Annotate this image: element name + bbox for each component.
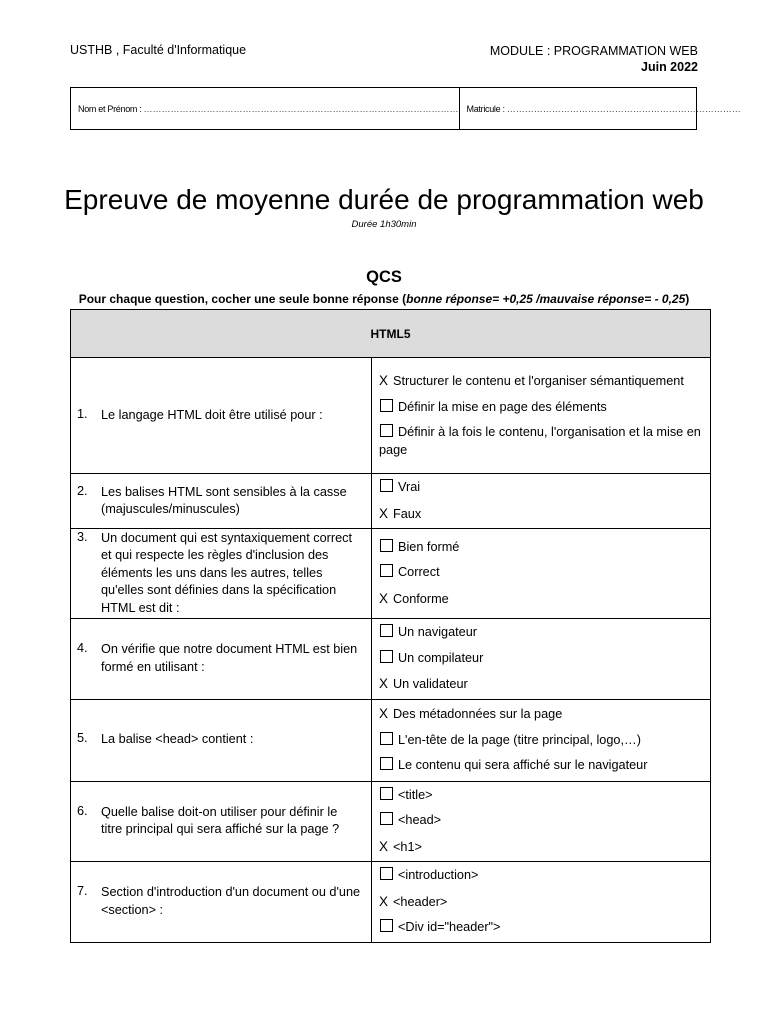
answer-option-text: Définir la mise en page des éléments bbox=[398, 399, 607, 414]
answer-option[interactable] bbox=[379, 753, 704, 779]
answer-option[interactable] bbox=[379, 586, 704, 613]
checkbox-icon[interactable] bbox=[380, 399, 393, 412]
question-row bbox=[71, 699, 711, 781]
question-number: 1. bbox=[77, 406, 88, 421]
answer-option[interactable] bbox=[379, 915, 704, 941]
name-label: Nom et Prénom : bbox=[78, 103, 142, 114]
instruction-prefix: Pour chaque question, cocher une seule bonne réponse ( bbox=[78, 292, 407, 306]
section-title: HTML5 bbox=[71, 310, 711, 358]
answer-option[interactable] bbox=[379, 863, 704, 889]
answer-option[interactable] bbox=[379, 834, 704, 861]
answer-option[interactable] bbox=[379, 420, 704, 463]
answer-cell bbox=[372, 529, 711, 619]
answer-option-text: <h1> bbox=[393, 839, 422, 854]
question-text: Quelle balise doit-on utiliser pour définir le titre principal qui sera affiché sur la page ? bbox=[101, 804, 340, 837]
module-label: MODULE : PROGRAMMATION WEB bbox=[489, 44, 698, 58]
answer-option-text: Structurer le contenu et l'organiser sémantiquement bbox=[393, 374, 684, 388]
checked-mark[interactable]: X bbox=[379, 505, 389, 521]
answer-option[interactable] bbox=[379, 646, 704, 672]
answer-option-text: Des métadonnées sur la page bbox=[393, 707, 563, 722]
checked-mark[interactable]: X bbox=[379, 893, 389, 909]
checkbox-icon[interactable] bbox=[380, 564, 393, 577]
exam-title: Epreuve de moyenne durée de programmation web bbox=[64, 184, 704, 215]
checkbox-icon[interactable] bbox=[380, 650, 393, 663]
answer-option-text: Faux bbox=[393, 506, 422, 521]
checkbox-icon[interactable] bbox=[380, 479, 393, 492]
answer-option-text: <title> bbox=[398, 787, 433, 802]
answer-option[interactable] bbox=[379, 808, 704, 834]
question-cell bbox=[71, 358, 372, 474]
answer-option[interactable] bbox=[379, 671, 704, 698]
answer-option[interactable] bbox=[379, 889, 704, 916]
checked-mark[interactable]: X bbox=[379, 838, 389, 854]
answer-cell bbox=[372, 358, 711, 474]
answer-option-text: Correct bbox=[398, 565, 440, 580]
answer-option[interactable] bbox=[379, 475, 704, 501]
name-field[interactable] bbox=[71, 88, 460, 129]
answer-option-text: Définir à la fois le contenu, l'organisation et la mise en page bbox=[379, 425, 701, 457]
question-number: 5. bbox=[77, 731, 88, 746]
section-heading: QCS bbox=[366, 268, 402, 286]
answer-option-text: Vrai bbox=[398, 480, 421, 494]
question-number: 3. bbox=[77, 529, 88, 544]
exam-date: Juin 2022 bbox=[641, 60, 698, 74]
answer-option-text: <head> bbox=[398, 813, 442, 827]
answer-option-text: Un navigateur bbox=[398, 625, 477, 639]
answer-option[interactable] bbox=[379, 560, 704, 586]
student-identity-box bbox=[70, 87, 741, 130]
question-number: 7. bbox=[77, 884, 88, 899]
question-text: Un document qui est syntaxiquement correct et qui respecte les règles d'inclusion des éléments les uns dans les autres, telles qu'elles sont définies dans la spécification HTML est dit : bbox=[101, 530, 353, 615]
answer-option-text: L'en-tête de la page (titre principal, logo,…) bbox=[398, 732, 641, 747]
checkbox-icon[interactable] bbox=[380, 757, 393, 770]
question-text: La balise <head> contient : bbox=[101, 732, 254, 747]
question-table bbox=[70, 309, 711, 943]
institution-label: USTHB , Faculté d'Informatique bbox=[70, 43, 247, 57]
question-text: Le langage HTML doit être utilisé pour : bbox=[101, 407, 323, 422]
question-cell bbox=[71, 529, 372, 619]
answer-cell bbox=[372, 619, 711, 700]
answer-option-text: <introduction> bbox=[398, 868, 479, 882]
matricule-label: Matricule : bbox=[466, 103, 505, 114]
matricule-dotted-line: …………………………………………………………………… bbox=[506, 103, 741, 114]
question-number: 4. bbox=[77, 641, 88, 656]
answer-cell bbox=[372, 474, 711, 529]
checkbox-icon[interactable] bbox=[380, 787, 393, 800]
checked-mark[interactable]: X bbox=[379, 373, 389, 388]
question-row bbox=[71, 474, 711, 529]
question-row bbox=[71, 358, 711, 474]
question-row bbox=[71, 619, 711, 700]
question-number: 2. bbox=[77, 483, 88, 498]
checked-mark[interactable]: X bbox=[379, 706, 389, 722]
answer-option-text: <header> bbox=[393, 894, 448, 909]
exam-duration: Durée 1h30min bbox=[351, 219, 417, 230]
question-row bbox=[71, 781, 711, 862]
name-dotted-line: …………………………………………………………………………………………… bbox=[143, 103, 459, 114]
checkbox-icon[interactable] bbox=[380, 624, 393, 637]
answer-option[interactable] bbox=[379, 535, 704, 561]
checkbox-icon[interactable] bbox=[380, 732, 393, 745]
checkbox-icon[interactable] bbox=[380, 919, 393, 932]
answer-cell bbox=[372, 862, 711, 943]
checked-mark[interactable]: X bbox=[379, 590, 389, 606]
answer-option[interactable] bbox=[379, 620, 704, 646]
question-cell bbox=[71, 474, 372, 529]
question-text: On vérifie que notre document HTML est bien formé en utilisant : bbox=[101, 642, 358, 674]
checkbox-icon[interactable] bbox=[380, 812, 393, 825]
instruction-suffix: ) bbox=[685, 292, 690, 306]
answer-cell bbox=[372, 699, 711, 781]
question-cell bbox=[71, 781, 372, 862]
answer-option-text: <Div id="header"> bbox=[398, 920, 501, 934]
question-text: Section d'introduction d'un document ou d'une <section> : bbox=[101, 885, 361, 917]
answer-option-text: Un compilateur bbox=[398, 650, 484, 665]
answer-option-text: Bien formé bbox=[398, 539, 460, 554]
question-cell bbox=[71, 619, 372, 700]
question-number: 6. bbox=[77, 803, 88, 818]
answer-option[interactable] bbox=[379, 395, 704, 421]
question-cell bbox=[71, 699, 372, 781]
checkbox-icon[interactable] bbox=[380, 424, 393, 437]
answer-cell bbox=[372, 781, 711, 862]
checked-mark[interactable]: X bbox=[379, 676, 389, 691]
answer-option-text: Conforme bbox=[393, 591, 449, 606]
checkbox-icon[interactable] bbox=[380, 867, 393, 880]
instruction-scoring: bonne réponse= +0,25 /mauvaise réponse= - 0,25 bbox=[406, 292, 686, 306]
checkbox-icon[interactable] bbox=[380, 539, 393, 552]
question-row bbox=[71, 862, 711, 943]
answer-option[interactable] bbox=[379, 368, 704, 395]
matricule-field[interactable] bbox=[460, 88, 741, 129]
question-text: Les balises HTML sont sensibles à la casse (majuscules/minuscules) bbox=[101, 484, 347, 516]
instructions bbox=[0, 292, 768, 306]
question-cell bbox=[71, 862, 372, 943]
answer-option[interactable] bbox=[379, 783, 704, 809]
answer-option[interactable] bbox=[379, 501, 704, 528]
answer-option-text: Le contenu qui sera affiché sur le navigateur bbox=[398, 758, 648, 773]
answer-option-text: Un validateur bbox=[393, 677, 468, 691]
module-header bbox=[490, 43, 698, 75]
table-section-row bbox=[71, 310, 711, 358]
answer-option[interactable] bbox=[379, 701, 704, 728]
question-row bbox=[71, 529, 711, 619]
answer-option[interactable] bbox=[379, 728, 704, 754]
